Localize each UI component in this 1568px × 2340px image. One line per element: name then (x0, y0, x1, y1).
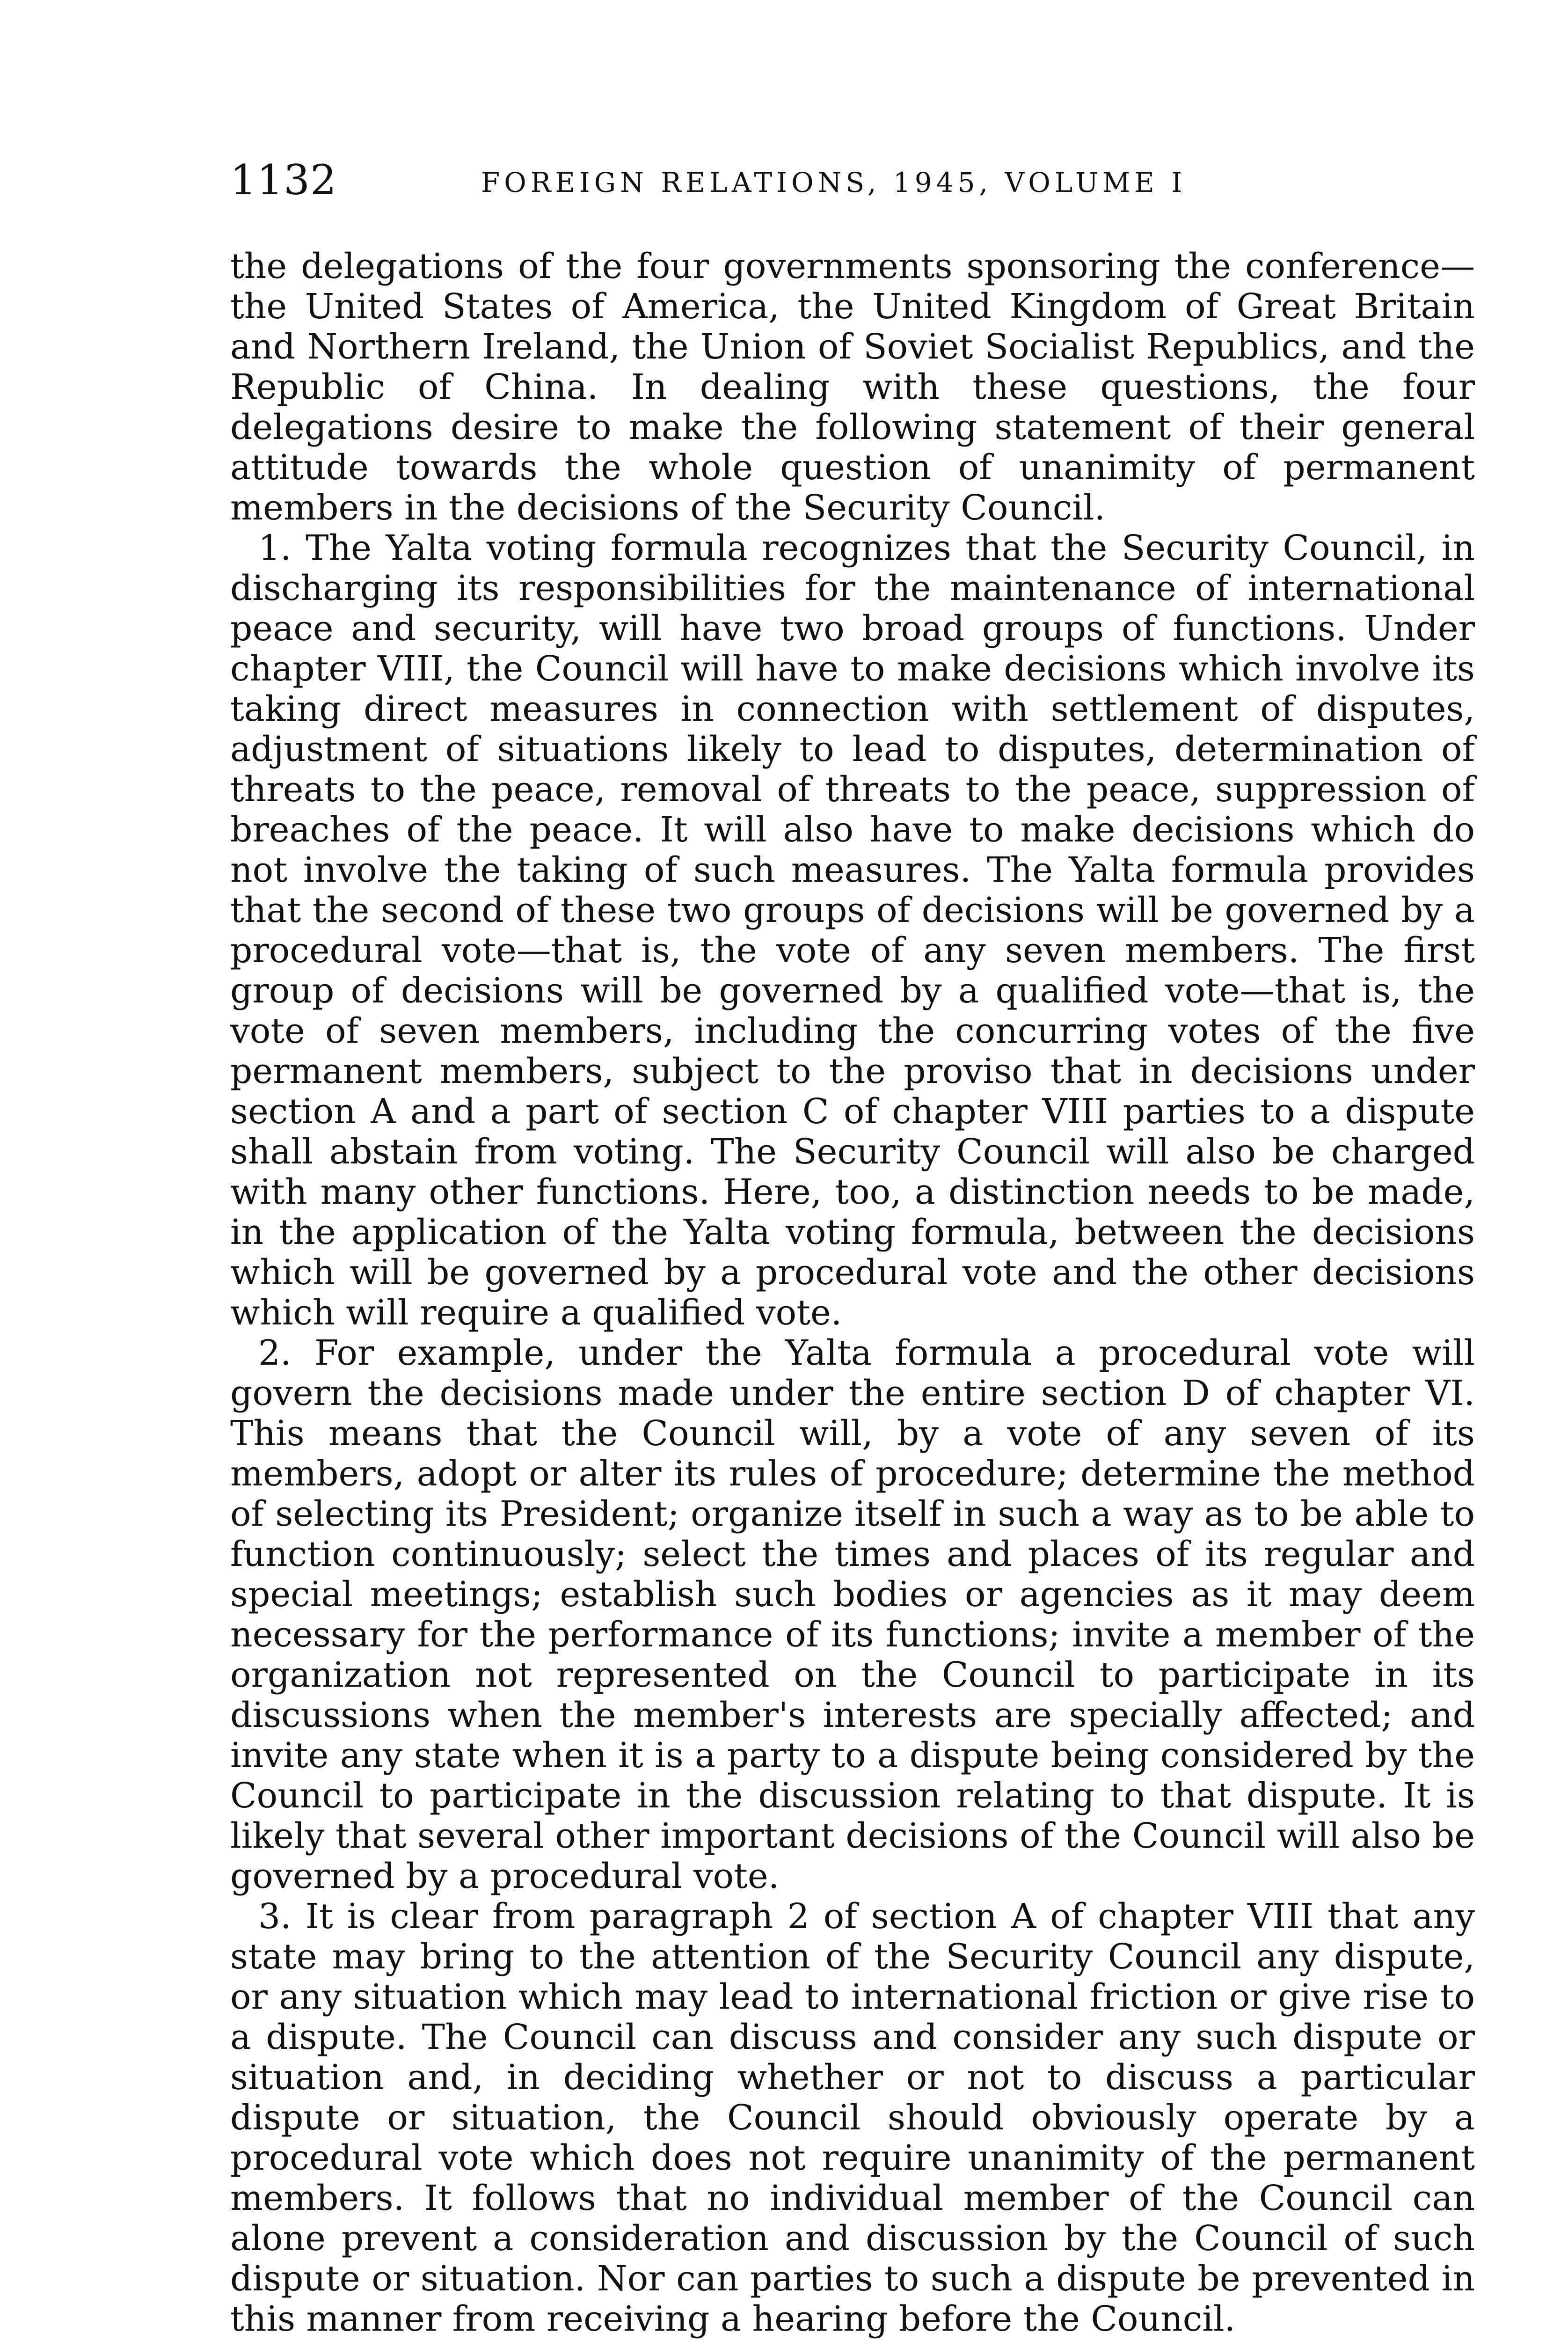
paragraph-2: 2. For example, under the Yalta formula a procedural vote will govern the decisions made under the entire section D of chapter VI. This means that the Council will, by a vote of any seven of its members, adopt or alter its rules of procedure; determine the method of selecting its President; organize itself in such a way as to be able to function continuously; select the times and places of its regular and special meetings; establish such bodies or agencies as it may deem necessary for the performance of its functions; invite a member of the organization not represented on the Council to participate in its discussions when the member's interests are specially affected; and invite any state when it is a party to a dispute being considered by the Council to participate in the discussion relating to that dispute. It is likely that several other important decisions of the Council will also be governed by a procedural vote. (230, 1333, 1475, 1896)
paragraph-3: 3. It is clear from paragraph 2 of section A of chapter VIII that any state may bring to the attention of the Security Council any dispute, or any situation which may lead to international friction or give rise to a dispute. The Council can discuss and consider any such dispute or situation and, in deciding whether or not to discuss a particular dispute or situation, the Council should obviously operate by a procedural vote which does not require unanimity of the permanent members. It follows that no individual member of the Council can alone prevent a consideration and discussion by the Council of such dispute or situation. Nor can parties to such a dispute be prevented in this manner from receiving a hearing before the Council. (230, 1896, 1475, 2339)
body-text (230, 246, 1475, 2339)
paragraph-1: 1. The Yalta voting formula recognizes that the Security Council, in discharging its responsibilities for the maintenance of international peace and security, will have two broad groups of functions. Under chapter VIII, the Council will have to make decisions which involve its taking direct measures in connection with settlement of disputes, adjustment of situations likely to lead to disputes, determination of threats to the peace, removal of threats to the peace, suppression of breaches of the peace. It will also have to make decisions which do not involve the taking of such measures. The Yalta formula provides that the second of these two groups of decisions will be governed by a procedural vote—that is, the vote of any seven members. The first group of decisions will be governed by a qualified vote—that is, the vote of seven members, including the concurring votes of the five permanent members, subject to the proviso that in decisions under section A and a part of section C of chapter VIII parties to a dispute shall abstain from voting. The Security Council will also be charged with many other functions. Here, too, a distinction needs to be made, in the application of the Yalta voting formula, between the decisions which will be governed by a procedural vote and the other decisions which will require a qualified vote. (230, 528, 1475, 1333)
page-header (230, 154, 1475, 206)
paragraph-continuation: the delegations of the four governments sponsoring the conference—the United States of America, the United Kingdom of Great Britain and Northern Ireland, the Union of Soviet Socialist Republics, and the Republic of China. In dealing with these questions, the four delegations desire to make the following statement of their general attitude towards the whole question of unanimity of permanent members in the decisions of the Security Council. (230, 246, 1475, 528)
running-head: FOREIGN RELATIONS, 1945, VOLUME I (481, 167, 1187, 198)
page-number: 1132 (230, 156, 337, 204)
